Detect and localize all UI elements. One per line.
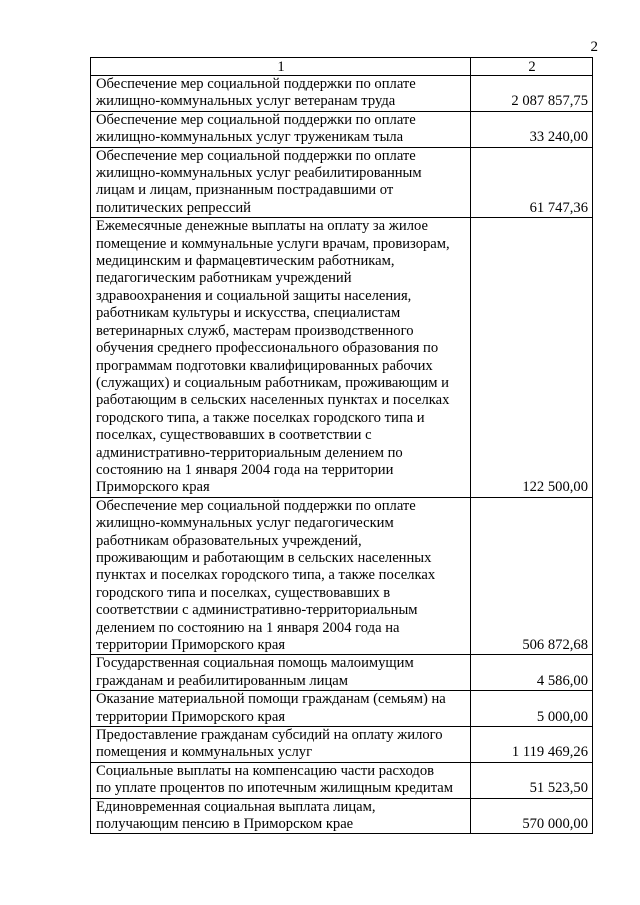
row-description bbox=[91, 655, 471, 691]
description-line: Единовременная социальная выплата лицам, bbox=[96, 798, 376, 815]
description-line: Обеспечение мер социальной поддержки по оплате bbox=[96, 497, 416, 514]
description-line: лицам и лицам, признанным пострадавшими от bbox=[96, 182, 394, 199]
description-line: работающим в сельских населенных пунктах и поселках bbox=[96, 392, 450, 409]
row-description bbox=[91, 691, 471, 727]
description-line: ветеринарных служб, мастерам производственного bbox=[96, 322, 414, 339]
table-row bbox=[91, 218, 593, 498]
description-line: соответствии с административно-территориальным bbox=[96, 602, 418, 619]
table-row bbox=[91, 691, 593, 727]
description-line: Социальные выплаты на компенсацию части расходов bbox=[96, 762, 435, 779]
description-line: жилищно-коммунальных услуг реабилитированным bbox=[96, 165, 422, 182]
table-row bbox=[91, 76, 593, 112]
table-row bbox=[91, 727, 593, 763]
description-line: здравоохранения и социальной защиты населения, bbox=[96, 287, 412, 304]
description-line: пунктах и поселках городского типа, а также поселках bbox=[96, 567, 436, 584]
row-description bbox=[91, 111, 471, 147]
description-line: поселках, существовавших в соответствии с bbox=[96, 427, 372, 444]
description-line: территории Приморского края bbox=[96, 637, 286, 653]
description-line: по уплате процентов по ипотечным жилищным кредитам bbox=[96, 780, 453, 797]
row-amount: 1 119 469,26 bbox=[471, 727, 593, 763]
description-line: делением по состоянию на 1 января 2004 года на bbox=[96, 619, 400, 636]
row-amount: 2 087 857,75 bbox=[471, 76, 593, 112]
description-line: жилищно-коммунальных услуг педагогическим bbox=[96, 515, 394, 532]
row-amount: 5 000,00 bbox=[471, 691, 593, 727]
table-row bbox=[91, 111, 593, 147]
description-line: получающим пенсию в Приморском крае bbox=[96, 816, 354, 833]
description-line: территории Приморского края bbox=[96, 708, 286, 725]
description-line: жилищно-коммунальных услуг ветеранам труда bbox=[96, 93, 396, 110]
description-line: городского типа и поселках, существовавших в bbox=[96, 584, 391, 601]
description-line: педагогическим работникам учреждений bbox=[96, 270, 352, 287]
table-row bbox=[91, 655, 593, 691]
row-amount: 570 000,00 bbox=[471, 798, 593, 834]
row-description bbox=[91, 218, 471, 498]
table-header-row bbox=[91, 58, 593, 76]
row-description bbox=[91, 76, 471, 112]
description-line: жилищно-коммунальных услуг труженикам тыла bbox=[96, 129, 404, 146]
description-line: Ежемесячные денежные выплаты на оплату за жилое bbox=[96, 218, 428, 235]
row-amount: 122 500,00 bbox=[471, 218, 593, 498]
description-line: политических репрессий bbox=[96, 199, 251, 216]
column-header-amount: 2 bbox=[471, 58, 593, 76]
description-line: работникам образовательных учреждений, bbox=[96, 532, 362, 549]
description-line: административно-территориальным делением по bbox=[96, 444, 403, 461]
row-amount: 4 586,00 bbox=[471, 655, 593, 691]
row-description bbox=[91, 497, 471, 655]
description-line: помещения и коммунальных услуг bbox=[96, 744, 313, 761]
column-header-description: 1 bbox=[91, 58, 471, 76]
row-description bbox=[91, 762, 471, 798]
description-line: гражданам и реабилитированным лицам bbox=[96, 672, 349, 689]
description-line: (служащих) и социальным работникам, проживающим и bbox=[96, 374, 449, 391]
description-line: Обеспечение мер социальной поддержки по оплате bbox=[96, 76, 416, 92]
row-description bbox=[91, 147, 471, 218]
description-line: Приморского края bbox=[96, 479, 210, 496]
row-amount: 33 240,00 bbox=[471, 111, 593, 147]
table-row bbox=[91, 497, 593, 655]
description-line: городского типа, а также поселках городского типа и bbox=[96, 409, 425, 426]
description-line: работникам культуры и искусства, специалистам bbox=[96, 305, 401, 322]
description-line: обучения среднего профессионального образования по bbox=[96, 340, 439, 357]
description-line: медицинским и фармацевтическим работникам, bbox=[96, 253, 395, 270]
budget-table bbox=[90, 57, 593, 834]
table-row bbox=[91, 798, 593, 834]
row-amount: 506 872,68 bbox=[471, 497, 593, 655]
description-line: состоянию на 1 января 2004 года на территории bbox=[96, 461, 394, 478]
page-number: 2 bbox=[590, 39, 598, 55]
row-description bbox=[91, 727, 471, 763]
description-line: Государственная социальная помощь малоимущим bbox=[96, 655, 414, 672]
description-line: Оказание материальной помощи гражданам (семьям) на bbox=[96, 691, 446, 708]
table-row bbox=[91, 147, 593, 218]
description-line: Предоставление гражданам субсидий на оплату жилого bbox=[96, 727, 443, 744]
description-line: Обеспечение мер социальной поддержки по оплате bbox=[96, 147, 416, 164]
description-line: программам подготовки квалифицированных рабочих bbox=[96, 357, 433, 374]
description-line: проживающим и работающим в сельских населенных bbox=[96, 549, 432, 566]
table-row bbox=[91, 762, 593, 798]
row-description bbox=[91, 798, 471, 834]
description-line: Обеспечение мер социальной поддержки по оплате bbox=[96, 111, 416, 128]
row-amount: 51 523,50 bbox=[471, 762, 593, 798]
table-body bbox=[91, 76, 593, 834]
row-amount: 61 747,36 bbox=[471, 147, 593, 218]
description-line: помещение и коммунальные услуги врачам, провизорам, bbox=[96, 235, 450, 252]
